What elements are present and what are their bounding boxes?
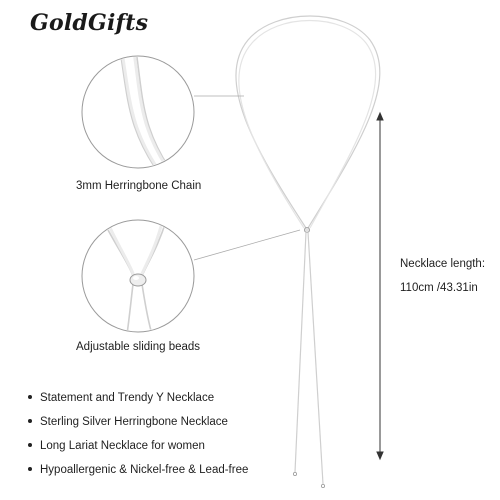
necklace-tails bbox=[295, 232, 323, 484]
length-value: 110cm /43.31in bbox=[400, 282, 478, 294]
necklace-bead bbox=[304, 227, 309, 232]
bullet-icon bbox=[28, 395, 32, 399]
necklace-loop bbox=[236, 16, 380, 228]
chain-zoom-circle bbox=[82, 50, 194, 175]
feature-item bbox=[28, 434, 248, 458]
length-arrow bbox=[377, 113, 383, 459]
bullet-icon bbox=[28, 443, 32, 447]
beads-caption: Adjustable sliding beads bbox=[76, 341, 201, 353]
bullet-icon bbox=[28, 419, 32, 423]
feature-text: Long Lariat Necklace for women bbox=[40, 440, 205, 452]
length-label: Necklace length: bbox=[400, 258, 486, 270]
beads-zoom-circle bbox=[82, 215, 194, 340]
tail-end-left bbox=[293, 472, 296, 475]
feature-text: Statement and Trendy Y Necklace bbox=[40, 392, 215, 404]
beads-leader-line bbox=[194, 230, 300, 260]
sliding-bead-icon bbox=[130, 274, 146, 286]
chain-caption: 3mm Herringbone Chain bbox=[76, 180, 202, 192]
feature-text: Sterling Silver Herringbone Necklace bbox=[40, 416, 228, 428]
feature-text: Hypoallergenic & Nickel-free & Lead-free bbox=[40, 464, 249, 476]
feature-item bbox=[28, 458, 248, 482]
feature-item bbox=[28, 410, 248, 434]
feature-item bbox=[28, 386, 248, 410]
feature-list bbox=[28, 386, 248, 482]
brand-logo: GoldGifts bbox=[30, 10, 149, 36]
tail-end-right bbox=[321, 484, 324, 487]
bullet-icon bbox=[28, 467, 32, 471]
